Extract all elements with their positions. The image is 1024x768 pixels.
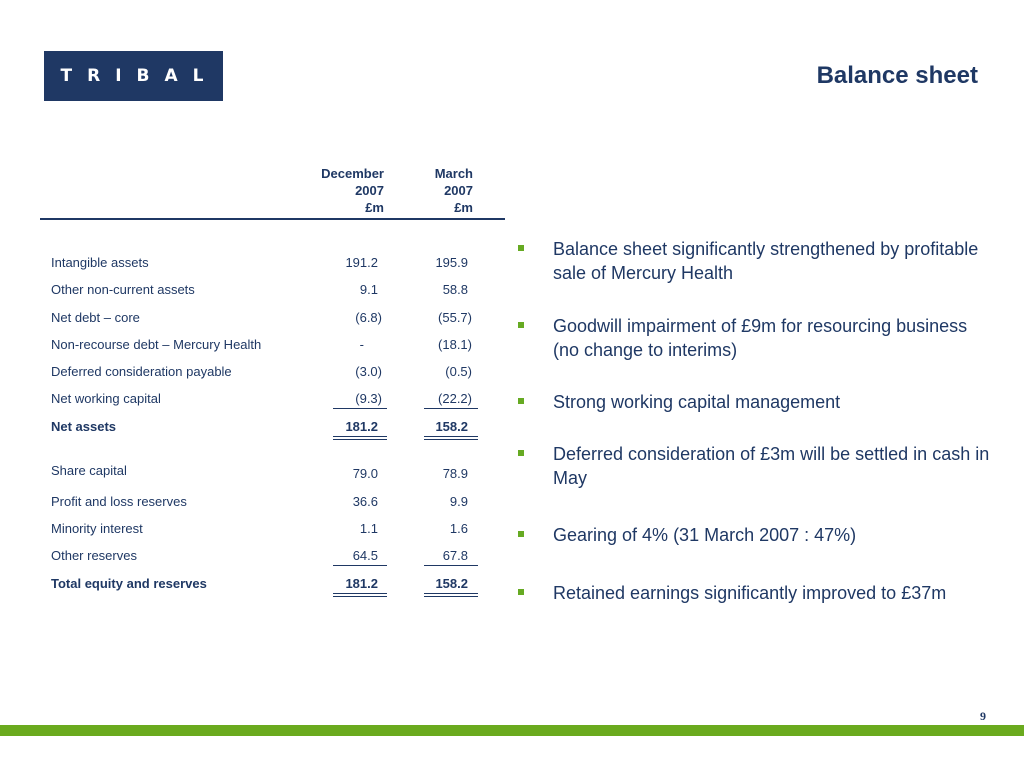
row-value-mar: (55.7)	[438, 310, 472, 325]
bullet-text: Retained earnings significantly improved to £37m	[553, 583, 947, 603]
row-value-dec: (6.8)	[355, 310, 382, 325]
row-value-dec: 191.2	[345, 255, 378, 270]
row-value-mar: 78.9	[442, 466, 468, 481]
row-value-dec: 181.2	[345, 419, 378, 434]
subtotal-rule	[424, 408, 478, 409]
total-double-rule	[333, 436, 387, 437]
row-value-mar: 158.2	[435, 419, 468, 434]
row-label-net-assets: Net assets	[51, 419, 117, 434]
row-label-other-reserves: Other reserves	[51, 548, 137, 563]
column-header-line: 2007	[444, 183, 473, 198]
row-label-total-equity-and-reserves: Total equity and reserves	[51, 576, 207, 591]
total-double-rule	[333, 596, 387, 597]
row-value-mar: 1.6	[449, 521, 468, 536]
row-value-dec: 64.5	[352, 548, 378, 563]
total-double-rule	[333, 439, 387, 440]
row-label-deferred-consideration-payable: Deferred consideration payable	[51, 364, 232, 379]
row-value-dec: (3.0)	[355, 364, 382, 379]
logo-text: TRIBAL	[60, 66, 219, 86]
row-value-mar: 158.2	[435, 576, 468, 591]
subtotal-rule	[333, 408, 387, 409]
total-double-rule	[424, 439, 478, 440]
column-header-line: March	[434, 166, 473, 181]
square-bullet-icon	[518, 531, 524, 537]
bullet-text: Balance sheet significantly strengthened by profitable sale of Mercury Health	[553, 239, 979, 283]
row-value-dec: -	[359, 337, 364, 352]
total-double-rule	[333, 593, 387, 594]
row-label-net-working-capital: Net working capital	[51, 391, 161, 406]
bullet-text: Gearing of 4% (31 March 2007 : 47%)	[553, 525, 857, 545]
bullet-text: Goodwill impairment of £9m for resourcing business (no change to interims)	[553, 316, 968, 360]
row-value-mar: 58.8	[442, 282, 468, 297]
row-value-mar: 195.9	[435, 255, 468, 270]
total-double-rule	[424, 436, 478, 437]
square-bullet-icon	[518, 589, 524, 595]
row-value-mar: 67.8	[442, 548, 468, 563]
square-bullet-icon	[518, 398, 524, 404]
column-header-line: December	[321, 166, 384, 181]
page-number: 9	[980, 709, 986, 723]
bullet-text: Deferred consideration of £3m will be settled in cash in May	[553, 444, 990, 488]
subtotal-rule	[424, 565, 478, 566]
footer-bar	[0, 725, 1024, 736]
total-double-rule	[424, 596, 478, 597]
row-value-dec: 79.0	[352, 466, 378, 481]
row-label-non-recourse-debt: Non-recourse debt – Mercury Health	[51, 337, 262, 352]
square-bullet-icon	[518, 245, 524, 251]
row-value-dec: 181.2	[345, 576, 378, 591]
row-value-dec: (9.3)	[355, 391, 382, 406]
column-header-march-2007	[435, 165, 473, 216]
column-header-line: 2007	[355, 183, 384, 198]
row-value-mar: (22.2)	[438, 391, 472, 406]
square-bullet-icon	[518, 450, 524, 456]
row-value-dec: 36.6	[352, 494, 378, 509]
page-title: Balance sheet	[816, 62, 978, 89]
subtotal-rule	[333, 565, 387, 566]
row-label-intangible-assets: Intangible assets	[51, 255, 149, 270]
column-header-december-2007	[321, 165, 384, 216]
total-double-rule	[424, 593, 478, 594]
row-value-dec: 1.1	[359, 521, 378, 536]
column-header-line: £m	[365, 200, 384, 215]
row-label-minority-interest: Minority interest	[51, 521, 143, 536]
header-divider	[40, 218, 505, 220]
row-value-dec: 9.1	[359, 282, 378, 297]
square-bullet-icon	[518, 322, 524, 328]
tribal-logo	[44, 51, 223, 101]
bullet-text: Strong working capital management	[553, 392, 841, 412]
row-label-share-capital: Share capital	[51, 463, 127, 478]
row-label-profit-and-loss-reserves: Profit and loss reserves	[51, 494, 187, 509]
row-label-other-non-current-assets: Other non-current assets	[51, 282, 195, 297]
row-value-mar: (18.1)	[438, 337, 472, 352]
row-value-mar: (0.5)	[445, 364, 472, 379]
column-header-line: £m	[454, 200, 473, 215]
row-value-mar: 9.9	[449, 494, 468, 509]
row-label-net-debt-core: Net debt – core	[51, 310, 140, 325]
